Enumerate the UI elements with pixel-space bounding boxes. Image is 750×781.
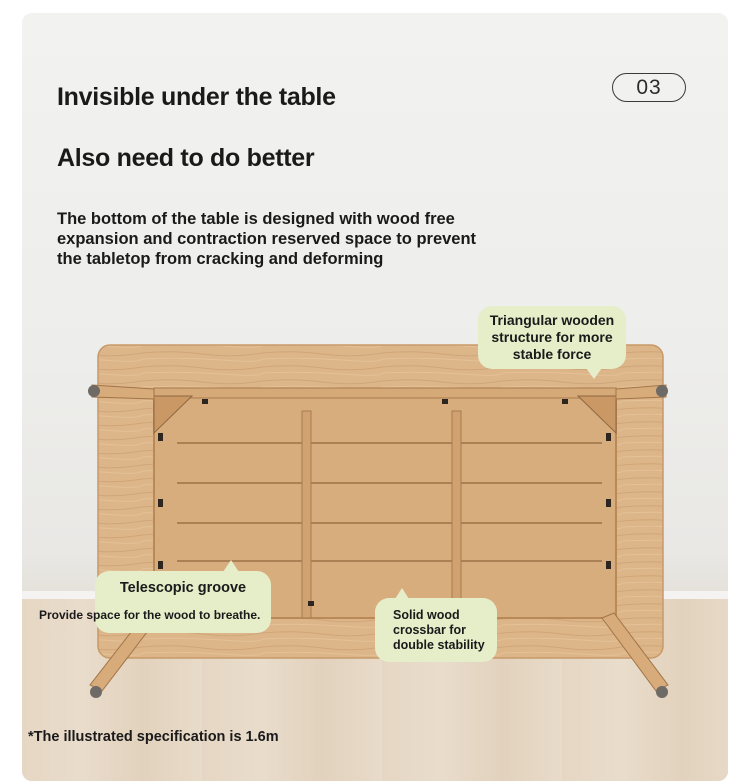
heading-line-1: Invisible under the table [57, 83, 336, 111]
heading-line-2: Also need to do better [57, 144, 315, 172]
callout-triangular-structure: Triangular wooden structure for more stable force [478, 306, 626, 369]
crossbar-left [302, 411, 311, 618]
crossbar-right [452, 411, 461, 618]
callout-crossbar: Solid wood crossbar for double stability [375, 598, 497, 662]
table-underside-illustration [22, 13, 728, 781]
spec-footnote: *The illustrated specification is 1.6m [28, 729, 279, 745]
callout-telescopic-title: Telescopic groove [119, 580, 247, 596]
description: The bottom of the table is designed with wood free expansion and contraction reserved space to prevent the tabletop from cracking and deforming [57, 210, 477, 268]
callout-telescopic-subtitle: Provide space for the wood to breathe. [39, 608, 261, 622]
step-badge: 03 [612, 73, 686, 102]
product-panel [22, 13, 728, 781]
top-rail [154, 388, 616, 398]
callout-telescopic-groove [95, 571, 271, 633]
